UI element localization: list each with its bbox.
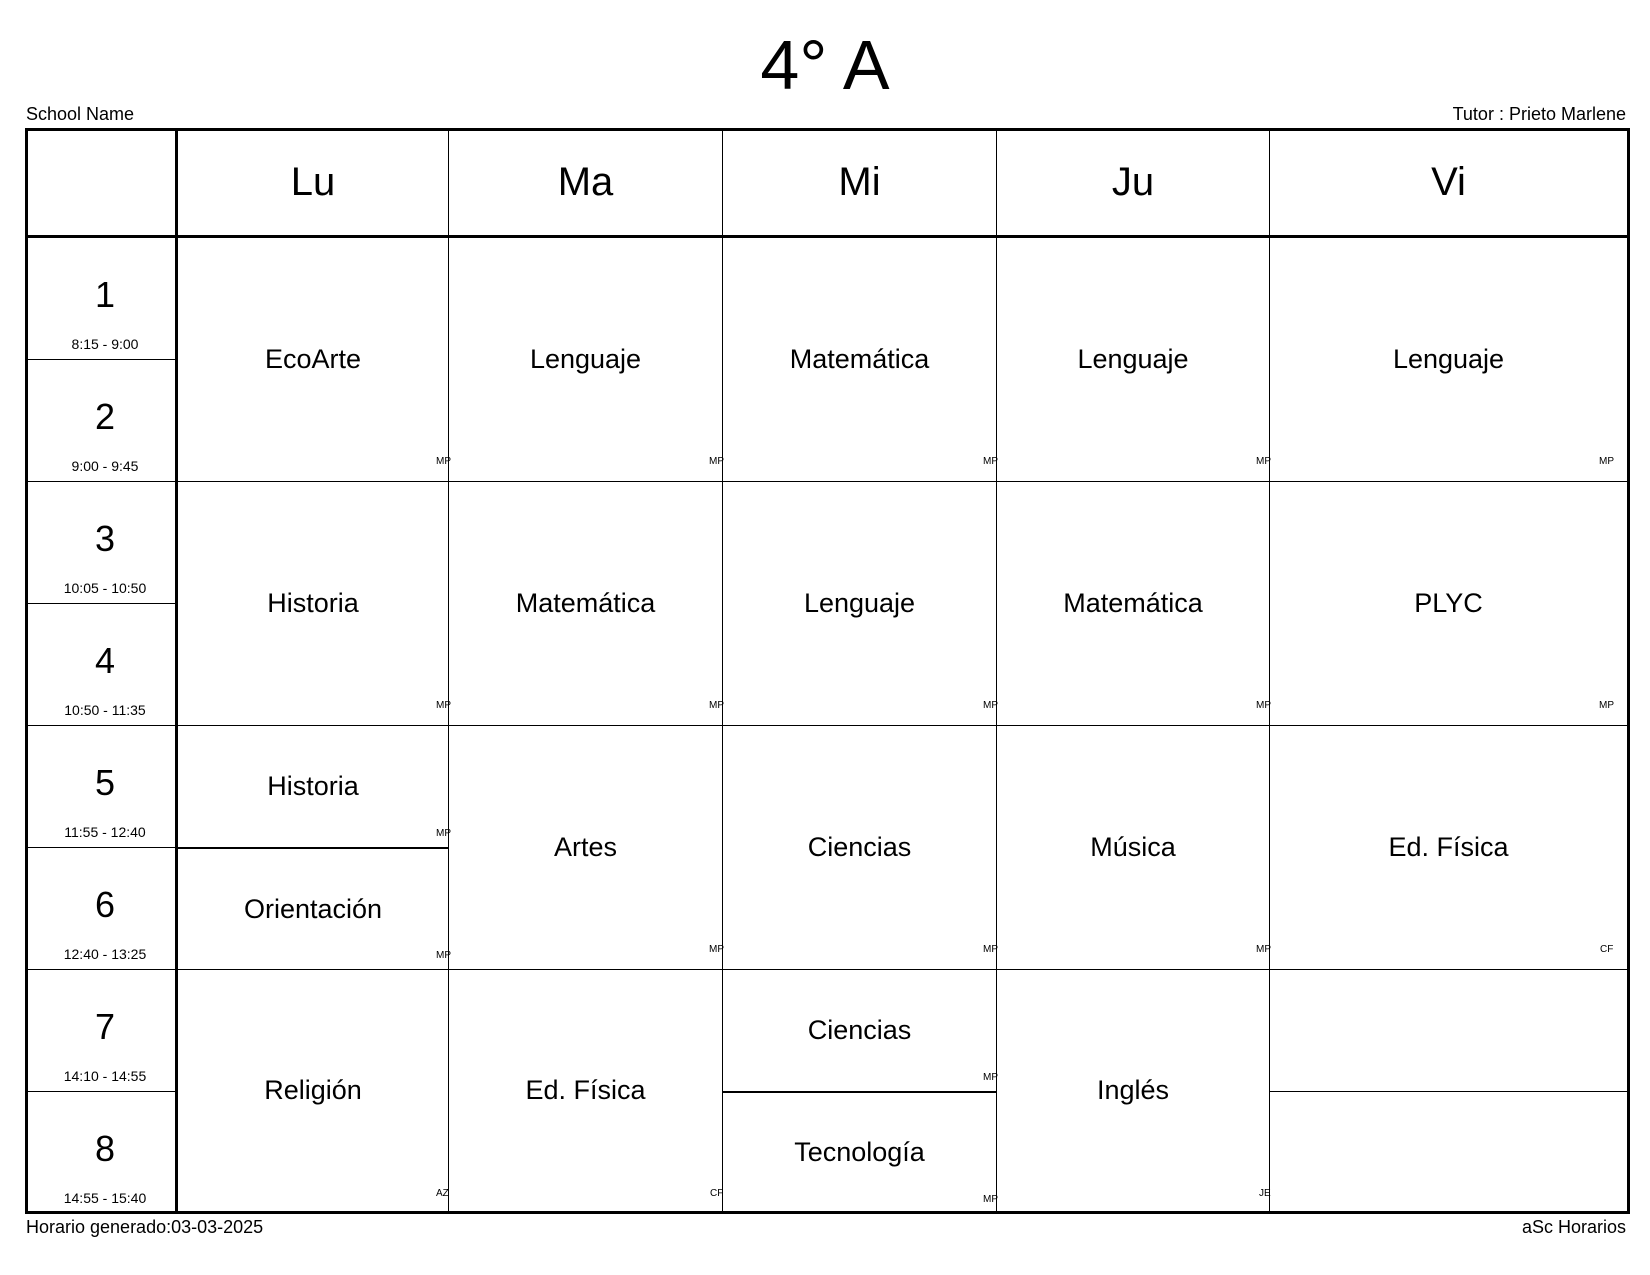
period-6: [25, 848, 185, 970]
generated-date: Horario generado:03-03-2025: [26, 1217, 264, 1237]
period-7: [25, 970, 185, 1092]
period-time: 11:55 - 12:40: [64, 824, 146, 840]
teacher-code: MP: [436, 456, 451, 467]
period-5: [25, 726, 185, 848]
lesson-subject: Orientación: [243, 893, 383, 924]
day-header-ma: Ma: [557, 159, 614, 204]
period-time: 14:10 - 14:55: [63, 1068, 147, 1084]
lesson-cell[interactable]: [449, 482, 722, 725]
lesson-cell[interactable]: [723, 1093, 996, 1211]
lesson-subject: Ed. Física: [1388, 832, 1509, 862]
lesson-subject: Lenguaje: [1077, 344, 1189, 374]
lesson-subject: Matemática: [515, 588, 656, 618]
lesson-subject: Lenguaje: [529, 344, 642, 374]
lesson-cell[interactable]: [178, 970, 448, 1211]
lesson-cell[interactable]: [997, 238, 1269, 481]
day-header-lu: Lu: [290, 159, 336, 204]
period-8: [25, 1092, 185, 1214]
period-number: 8: [94, 1128, 116, 1169]
lesson-cell[interactable]: [723, 238, 996, 481]
empty-cell: [1270, 1092, 1627, 1211]
teacher-code: MP: [436, 700, 451, 711]
lesson-cell[interactable]: [723, 726, 996, 969]
lesson-cell[interactable]: [178, 482, 448, 725]
period-number: 6: [94, 884, 116, 925]
period-time: 10:05 - 10:50: [63, 580, 147, 596]
teacher-code: MP: [1256, 944, 1271, 955]
lesson-cell[interactable]: [1270, 238, 1627, 481]
period-number: 7: [94, 1006, 116, 1047]
tutor-label: Tutor : Prieto Marlene: [1452, 104, 1626, 124]
lesson-cell[interactable]: [178, 726, 448, 847]
teacher-code: CF: [710, 1188, 724, 1199]
lesson-cell[interactable]: [997, 970, 1269, 1211]
lesson-cell[interactable]: [178, 849, 448, 969]
period-time: 8:15 - 9:00: [71, 336, 139, 352]
teacher-code: MP: [983, 944, 998, 955]
period-number: 4: [94, 640, 116, 681]
teacher-code: MP: [983, 700, 998, 711]
period-2: [25, 360, 185, 482]
day-header-vi: Vi: [1431, 159, 1466, 204]
period-number: 2: [94, 396, 116, 437]
lesson-subject: Matemática: [789, 344, 930, 374]
lesson-subject: EcoArte: [264, 344, 362, 374]
lesson-subject: Tecnología: [794, 1136, 925, 1167]
teacher-code: MP: [436, 950, 451, 961]
period-3: [25, 482, 185, 604]
lesson-cell[interactable]: [449, 970, 722, 1211]
lesson-cell[interactable]: [723, 482, 996, 725]
lesson-cell[interactable]: [449, 238, 722, 481]
lesson-cell[interactable]: [723, 970, 996, 1091]
teacher-code: MP: [1599, 456, 1614, 467]
lesson-subject: Historia: [267, 588, 359, 618]
lesson-subject: Artes: [553, 832, 618, 862]
period-1: [25, 238, 185, 360]
teacher-code: AZ: [436, 1188, 449, 1199]
lesson-cell[interactable]: [1270, 726, 1627, 969]
teacher-code: JE: [1259, 1188, 1271, 1199]
period-time: 9:00 - 9:45: [71, 458, 139, 474]
lesson-subject: Lenguaje: [1392, 344, 1505, 374]
teacher-code: MP: [983, 1072, 998, 1083]
teacher-code: MP: [983, 1194, 998, 1205]
period-number: 1: [94, 274, 116, 315]
school-name: School Name: [26, 104, 135, 124]
lesson-subject: Lenguaje: [803, 588, 916, 618]
period-time: 10:50 - 11:35: [64, 702, 146, 718]
empty-cell: [1270, 970, 1627, 1091]
teacher-code: MP: [709, 456, 724, 467]
teacher-code: MP: [436, 828, 451, 839]
lesson-subject: PLYC: [1414, 588, 1483, 618]
period-number: 3: [94, 518, 116, 559]
lesson-subject: Ciencias: [807, 832, 912, 862]
day-header-ju: Ju: [1111, 159, 1155, 204]
teacher-code: MP: [1599, 700, 1614, 711]
lesson-subject: Ciencias: [807, 1015, 912, 1045]
lesson-cell[interactable]: [449, 726, 722, 969]
teacher-code: MP: [1256, 700, 1271, 711]
period-time: 14:55 - 15:40: [63, 1190, 147, 1206]
lesson-subject: Religión: [264, 1075, 362, 1105]
lesson-cell[interactable]: [997, 726, 1269, 969]
teacher-code: MP: [983, 456, 998, 467]
class-title: 4° A: [760, 26, 890, 104]
day-header-mi: Mi: [838, 159, 881, 204]
period-number: 5: [94, 762, 116, 803]
teacher-code: MP: [1256, 456, 1271, 467]
period-4: [25, 604, 185, 726]
teacher-code: MP: [709, 944, 724, 955]
teacher-code: CF: [1600, 944, 1614, 955]
lesson-cell[interactable]: [997, 482, 1269, 725]
lesson-cell[interactable]: [178, 238, 448, 481]
teacher-code: MP: [709, 700, 724, 711]
lesson-subject: Historia: [267, 771, 359, 801]
timetable-grid: [25, 128, 1630, 1214]
lesson-cell[interactable]: [1270, 482, 1627, 725]
lesson-subject: Inglés: [1096, 1075, 1170, 1105]
brand-label: aSc Horarios: [1521, 1217, 1626, 1237]
lesson-subject: Ed. Física: [525, 1075, 646, 1105]
lesson-subject: Música: [1090, 832, 1176, 862]
period-time: 12:40 - 13:25: [63, 946, 147, 962]
lesson-subject: Matemática: [1063, 588, 1203, 618]
